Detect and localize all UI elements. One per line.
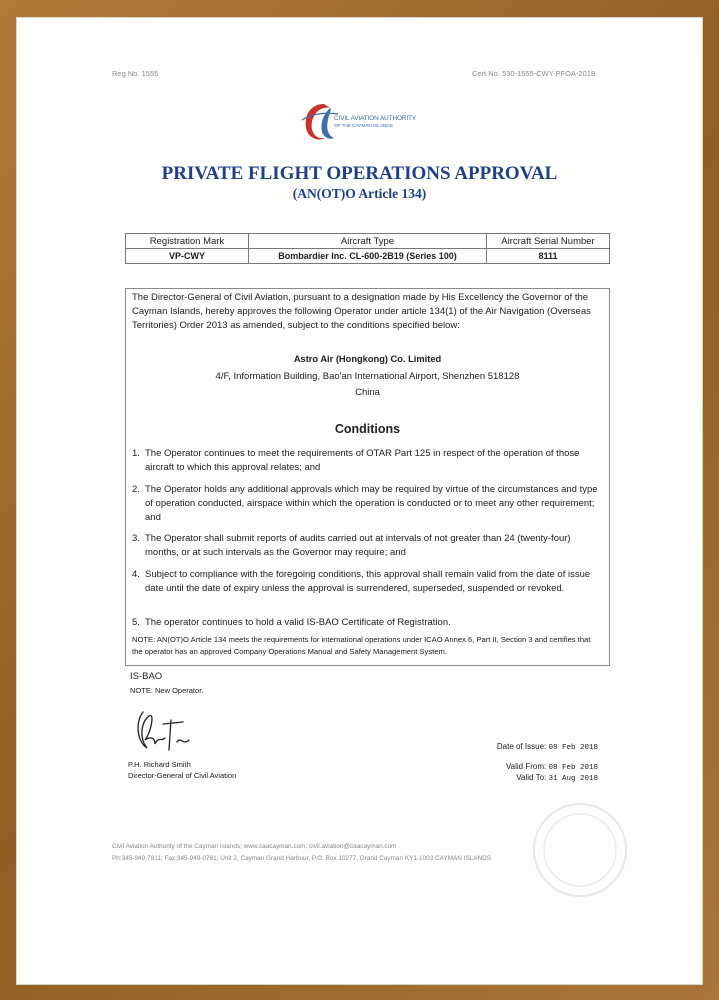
caa-logo: [300, 100, 440, 146]
condition-item: [132, 568, 602, 596]
registration-number: Reg No. 1555: [112, 69, 159, 78]
logo-line-2: OF THE CAYMAN ISLANDS: [334, 123, 393, 129]
new-operator-note: NOTE: New Operator.: [130, 686, 204, 695]
condition-number: 3.: [132, 533, 140, 544]
aircraft-type-value: Bombardier Inc. CL-600-2B19 (Series 100): [249, 249, 487, 264]
condition-text: The Operator holds any additional approvals which may be required by virtue of the circumstances and type of operation conducted, airspace within which the operation is conducted or to meet any other requirement; and: [145, 484, 598, 523]
serial-number-value: 8111: [487, 249, 610, 264]
conditions-heading: Conditions: [334, 422, 401, 436]
intro-paragraph: The Director-General of Civil Aviation, pursuant to a designation made by His Excellency the Governor of the Cayman Islands, hereby approves the following Operator under article 134(1) of the Air Navigation (Overseas Territories) Order 2013 as amended, subject to the conditions specified below:: [132, 292, 591, 331]
footer-contact: Civil Aviation Authority of the Cayman Islands; www.caacayman.com; civil.aviation@caacayman.com: [112, 843, 397, 850]
condition-item: [132, 447, 602, 475]
condition-number: 4.: [132, 569, 140, 580]
valid-to-value: 31 Aug 2018: [548, 775, 598, 783]
document-subtitle: (AN(OT)O Article 134): [292, 186, 427, 201]
signature-image: [125, 702, 205, 762]
ican-note: NOTE: AN(OT)O Article 134 meets the requirements for international operations under ICAO Annex 6, Part II, Section 3 and certifies that the operator has an approved Company Operations Manual and Safety Management System.: [132, 635, 591, 656]
issue-label: Date of Issue:: [496, 742, 547, 751]
issue-value: 08 Feb 2018: [548, 744, 598, 752]
document-title: PRIVATE FLIGHT OPERATIONS APPROVAL: [161, 163, 558, 184]
logo-text: [334, 115, 416, 130]
condition-item: [132, 483, 602, 525]
approval-box: [125, 288, 610, 666]
condition-item: [132, 616, 602, 630]
operator-address: 4/F, Information Building, Bao'an International Airport, Shenzhen 518128: [215, 371, 520, 382]
header-aircraft-type: Aircraft Type: [249, 234, 487, 249]
condition-text: Subject to compliance with the foregoing conditions, this approval shall remain valid from the date of issue date until the date of expiry unless the approval is surrendered, superseded, suspended or revoked.: [145, 569, 591, 594]
operator-name: Astro Air (Hongkong) Co. Limited: [293, 354, 442, 364]
registration-table: [125, 233, 610, 264]
logo-line-1: CIVIL AVIATION AUTHORITY: [334, 115, 416, 122]
valid-from-label: Valid From:: [505, 762, 547, 771]
header-registration-mark: Registration Mark: [126, 234, 249, 249]
condition-text: The operator continues to hold a valid IS-BAO Certificate of Registration.: [145, 617, 451, 628]
signer-name: P.H. Richard Smith: [128, 760, 191, 769]
valid-from-value: 08 Feb 2018: [548, 764, 598, 772]
registration-mark-value: VP-CWY: [126, 249, 249, 264]
footer-address: Ph:345-949-7811; Fax:345-949-0761; Unit 2, Cayman Grand Harbour, P.O. Box 10277, Grand Cayman KY1-1003 CAYMAN ISLANDS: [112, 855, 492, 862]
signer-title: Director-General of Civil Aviation: [128, 771, 237, 780]
certificate-number: Cert No. 530-1555-CWY-PFOA-2018: [472, 69, 596, 78]
condition-number: 2.: [132, 484, 140, 495]
condition-number: 1.: [132, 448, 140, 459]
condition-text: The Operator continues to meet the requirements of OTAR Part 125 in respect of the operation of those aircraft to which this approval relates; and: [145, 448, 580, 473]
header-serial-number: Aircraft Serial Number: [487, 234, 610, 249]
condition-item: [132, 532, 602, 560]
table-header-row: [126, 234, 610, 249]
isbao-label: IS-BAO: [130, 671, 163, 682]
table-row: [126, 249, 610, 264]
condition-text: The Operator shall submit reports of audits carried out at intervals of not greater than 24 (twenty-four) months, or at such intervals as the Governor may require; and: [145, 533, 571, 558]
condition-number: 5.: [132, 617, 140, 628]
valid-from: [440, 762, 598, 772]
date-of-issue: [440, 742, 598, 752]
valid-to: [440, 773, 598, 783]
embossed-seal: [520, 790, 640, 910]
operator-country: China: [355, 387, 380, 398]
valid-to-label: Valid To:: [516, 773, 547, 782]
